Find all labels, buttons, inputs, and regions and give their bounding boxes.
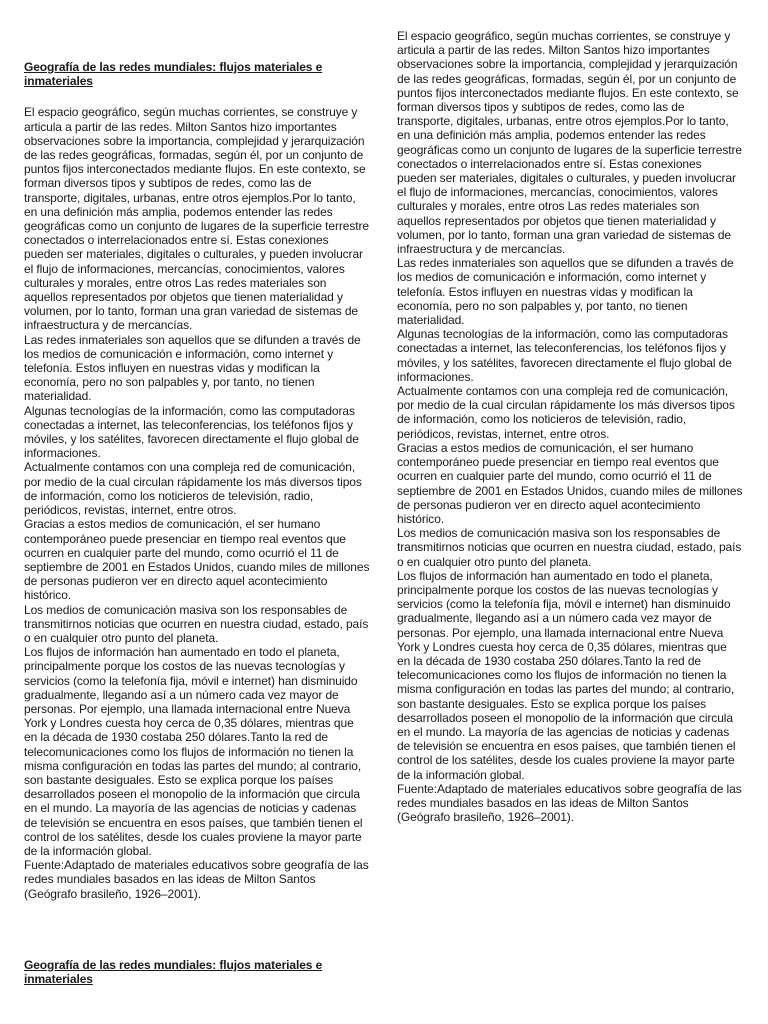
paragraph-redes-materiales: El espacio geográfico, según muchas corrientes, se construye y articula a partir de las redes. Milton Santos hizo importantes observaciones sobre la importancia, complejidad y jerarquización de las redes geográficas, formadas, según él, por un conjunto de puntos fijos interconectados mediante flujos. En este contexto, se forman diversos tipos y subtipos de redes, como las de transporte, digitales, urbanas, entre otros ejemplos.Por lo tanto, en una definición más amplia, podemos entender las redes geográficas como un conjunto de lugares de la superficie terrestre conectados o interrelacionados entre sí. Estas conexiones pueden ser materiales, digitales o culturales, y pueden involucrar el flujo de informaciones, mercancías, conocimientos, valores culturales y morales, entre otros Las redes materiales son aquellos representados por objetos que tienen materialidad y volumen, por lo tanto, forman una gran variedad de sistemas de infraestructura y de mercancías. xyxy=(24,105,369,333)
paragraph-red-comunicacion: Actualmente contamos con una compleja red de comunicación, por medio de la cual circulan rápidamente los más diversos tipos de información, como los noticieros de televisión, radio, periódicos, revistas, internet, entre otros. xyxy=(397,384,735,441)
paragraph-tiempo-real: Gracias a estos medios de comunicación, el ser humano contemporáneo puede presenciar en tiempo real eventos que ocurren en cualquier parte del mundo, como ocurrió el 11 de septiembre de 2001 en Estados Unidos, cuando miles de millones de personas pudieron ver en directo aquel acontecimiento histórico. xyxy=(397,440,743,526)
bottom-section xyxy=(24,958,344,986)
document-title-repeat: Geografía de las redes mundiales: flujos materiales e inmateriales xyxy=(24,958,323,987)
paragraph-tecnologias: Algunas tecnologías de la información, como las computadoras conectadas a internet, las teleconferencias, los teléfonos fijos y móviles, y los satélites, favorecen directamente el flujo global de informaciones. xyxy=(397,327,732,384)
paragraph-tecnologias: Algunas tecnologías de la información, como las computadoras conectadas a internet, las teleconferencias, los teléfonos fijos y móviles, y los satélites, favorecen directamente el flujo global de informaciones. xyxy=(24,403,359,461)
paragraph-medios-masivos: Los medios de comunicación masiva son los responsables de transmitirnos noticias que ocurren en nuestra ciudad, estado, país o en cualquier otro punto del planeta. xyxy=(397,526,742,569)
title-spacer xyxy=(24,88,370,105)
paragraph-red-comunicacion: Actualmente contamos con una compleja red de comunicación, por medio de la cual circulan rápidamente los más diversos tipos de información, como los noticieros de televisión, radio, periódicos, revistas, internet, entre otros. xyxy=(24,460,362,518)
document-title: Geografía de las redes mundiales: flujos materiales e inmateriales xyxy=(24,60,323,89)
paragraph-flujos-informacion: Los flujos de información han aumentado en todo el planeta, principalmente porque los costos de las nuevas tecnologías y servicios (como la telefonía fija, móvil e internet) han disminuido gradualmente, llegando así a un número cada vez mayor de personas. Por ejemplo, una llamada internacional entre Nueva York y Londres cuesta hoy cerca de 0,35 dólares, mientras que en la década de 1930 costaba 250 dólares.Tanto la red de telecomunicaciones como los flujos de información no tienen la misma configuración en todas las partes del mundo; al contrario, son bastante desiguales. Esto se explica porque los países desarrollados poseen el monopolio de la información que circula en el mundo. La mayoría de las agencias de noticias y cadenas de televisión se encuentra en esos países, que también tienen el control de los satélites, desde los cuales proviene la mayor parte de la información global. xyxy=(397,568,736,782)
paragraph-flujos-informacion: Los flujos de información han aumentado en todo el planeta, principalmente porque los costos de las nuevas tecnologías y servicios (como la telefonía fija, móvil e internet) han disminuido gradualmente, llegando así a un número cada vez mayor de personas. Por ejemplo, una llamada internacional entre Nueva York y Londres cuesta hoy cerca de 0,35 dólares, mientras que en la década de 1930 costaba 250 dólares.Tanto la red de telecomunicaciones como los flujos de información no tienen la misma configuración en todas las partes del mundo; al contrario, son bastante desiguales. Esto se explica porque los países desarrollados poseen el monopolio de la información que circula en el mundo. La mayoría de las agencias de noticias y cadenas de televisión se encuentra en esos países, que también tienen el control de los satélites, desde los cuales proviene la mayor parte de la información global. xyxy=(24,645,363,858)
paragraph-fuente: Fuente:Adaptado de materiales educativos sobre geografía de las redes mundiales basados en las ideas de Milton Santos (Geógrafo brasileño, 1926–2001). xyxy=(397,781,742,825)
paragraph-medios-masivos: Los medios de comunicación masiva son los responsables de transmitirnos noticias que ocurren en nuestra ciudad, estado, país o en cualquier otro punto del planeta. xyxy=(24,602,369,645)
paragraph-fuente: Fuente:Adaptado de materiales educativos sobre geografía de las redes mundiales basados en las ideas de Milton Santos (Geógrafo brasileño, 1926–2001). xyxy=(24,858,369,901)
right-column xyxy=(397,29,743,824)
paragraph-redes-inmateriales: Las redes inmateriales son aquellos que se difunden a través de los medios de comunicación e información, como internet y telefonía. Estos influyen en nuestras vidas y modifican la economía, pero no son palpables y, por tanto, no tienen materialidad. xyxy=(397,256,734,328)
left-column xyxy=(24,60,370,901)
paragraph-tiempo-real: Gracias a estos medios de comunicación, el ser humano contemporáneo puede presenciar en tiempo real eventos que ocurren en cualquier parte del mundo, como ocurrió el 11 de septiembre de 2001 en Estados Unidos, cuando miles de millones de personas pudieron ver en directo aquel acontecimiento histórico. xyxy=(24,517,370,603)
paragraph-redes-materiales: El espacio geográfico, según muchas corrientes, se construye y articula a partir de las redes. Milton Santos hizo importantes observaciones sobre la importancia, complejidad y jerarquización de las redes geográficas, formadas, según él, por un conjunto de puntos fijos interconectados mediante flujos. En este contexto, se forman diversos tipos y subtipos de redes, como las de transporte, digitales, urbanas, entre otros ejemplos.Por lo tanto, en una definición más amplia, podemos entender las redes geográficas como un conjunto de lugares de la superficie terrestre conectados o interrelacionados entre sí. Estas conexiones pueden ser materiales, digitales o culturales, y pueden involucrar el flujo de informaciones, mercancías, conocimientos, valores culturales y morales, entre otros Las redes materiales son aquellos representados por objetos que tienen materialidad y volumen, por lo tanto, forman una gran variedad de sistemas de infraestructura y de mercancías. xyxy=(397,29,742,257)
paragraph-redes-inmateriales: Las redes inmateriales son aquellos que se difunden a través de los medios de comunicación e información, como internet y telefonía. Estos influyen en nuestras vidas y modifican la economía, pero no son palpables y, por tanto, no tienen materialidad. xyxy=(24,332,361,404)
